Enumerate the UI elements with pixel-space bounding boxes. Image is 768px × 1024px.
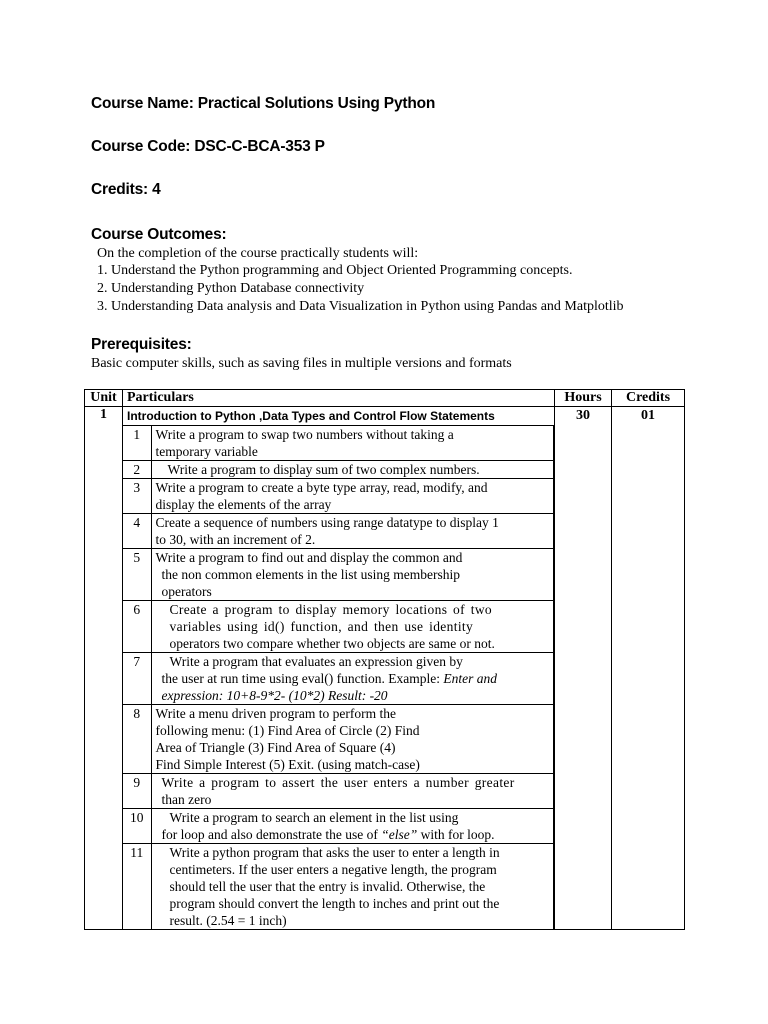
table-row <box>123 461 554 479</box>
table-row <box>123 844 554 930</box>
header-unit: Unit <box>85 390 123 407</box>
item-description: Write a program to search an element in the list using for loop and also demonstrate the use of “else” with for loop. <box>151 809 554 844</box>
unit-credits: 01 <box>612 407 685 930</box>
item-description: Write a program to assert the user enters a number greater than zero <box>151 774 554 809</box>
item-description: Write a program to display sum of two complex numbers. <box>151 461 554 479</box>
header-particulars: Particulars <box>123 390 555 407</box>
item-number: 5 <box>123 549 151 601</box>
item-description: Write a menu driven program to perform the following menu: (1) Find Area of Circle (2) Find Area of Triangle (3) Find Area of Square (4) Find Simple Interest (5) Exit. (using match-case) <box>151 705 554 774</box>
unit-hours: 30 <box>555 407 612 930</box>
course-name: Course Name: Practical Solutions Using Python <box>91 95 436 112</box>
item-number: 11 <box>123 844 151 930</box>
outcomes-intro: On the completion of the course practically students will: <box>97 246 419 261</box>
credits: Credits: 4 <box>91 181 161 198</box>
item-number: 4 <box>123 514 151 549</box>
header-credits: Credits <box>612 390 685 407</box>
item-description: Write a program that evaluates an expression given by the user at run time using eval() function. Example: Enter and expression: 10+8-9*2- (10*2) Result: -20 <box>151 653 554 705</box>
table-row <box>123 705 554 774</box>
item-number: 8 <box>123 705 151 774</box>
unit-title: Introduction to Python ,Data Types and Control Flow Statements <box>123 407 555 426</box>
item-number: 2 <box>123 461 151 479</box>
item-number: 3 <box>123 479 151 514</box>
prerequisites-heading: Prerequisites: <box>91 336 192 353</box>
syllabus-table <box>84 389 685 930</box>
outcomes-heading: Course Outcomes: <box>91 226 227 243</box>
item-description: Create a sequence of numbers using range datatype to display 1 to 30, with an increment of 2. <box>151 514 554 549</box>
table-row <box>123 479 554 514</box>
item-description: Write a python program that asks the user to enter a length in centimeters. If the user enters a negative length, the program should tell the user that the entry is invalid. Otherwise, the program should convert the length to inches and print out the result. (2.54 = 1 inch) <box>151 844 554 930</box>
table-row <box>123 426 554 461</box>
table-row <box>123 809 554 844</box>
item-number: 10 <box>123 809 151 844</box>
item-number: 7 <box>123 653 151 705</box>
course-code: Course Code: DSC-C-BCA-353 P <box>91 138 325 155</box>
item-description: Create a program to display memory locations of two variables using id() function, and then use identity operators two compare whether two objects are same or not. <box>151 601 554 653</box>
item-description: Write a program to find out and display the common and the non common elements in the list using membership operators <box>151 549 554 601</box>
practicals-list <box>123 426 555 930</box>
table-row <box>123 514 554 549</box>
item-description: Write a program to create a byte type array, read, modify, and display the elements of the array <box>151 479 554 514</box>
item-number: 6 <box>123 601 151 653</box>
table-row <box>123 774 554 809</box>
unit-number: 1 <box>85 407 123 930</box>
unit-row <box>85 407 685 426</box>
header-hours: Hours <box>555 390 612 407</box>
table-header-row <box>85 390 685 407</box>
item-number: 9 <box>123 774 151 809</box>
prerequisites-text: Basic computer skills, such as saving files in multiple versions and formats <box>91 356 512 371</box>
table-row <box>123 653 554 705</box>
item-number: 1 <box>123 426 151 461</box>
item-description: Write a program to swap two numbers without taking a temporary variable <box>151 426 554 461</box>
table-row <box>123 549 554 601</box>
outcome-item: 1. Understand the Python programming and Object Oriented Programming concepts. <box>97 263 573 278</box>
table-row <box>123 601 554 653</box>
outcome-item: 3. Understanding Data analysis and Data Visualization in Python using Pandas and Matplotlib <box>97 299 624 314</box>
outcome-item: 2. Understanding Python Database connectivity <box>97 281 365 296</box>
